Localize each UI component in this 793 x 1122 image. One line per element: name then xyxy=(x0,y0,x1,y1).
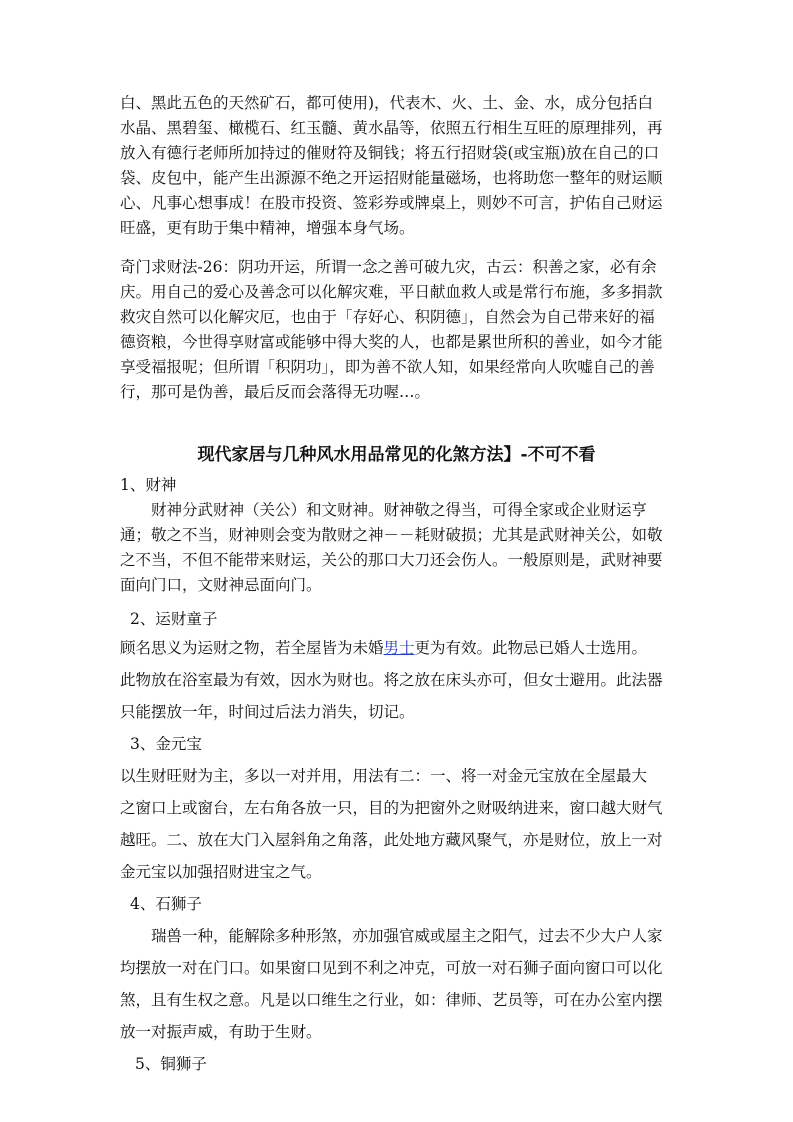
text-line: 通；敬之不当，财神则会变为散财之神－－耗财破损；尤其是武财神关公，如敬 xyxy=(120,526,663,544)
text-line: 袋、皮包中，能产生出源源不绝之开运招财能量磁场，也将助您一整年的财运顺 xyxy=(120,169,663,187)
text-line: 救灾自然可以化解灾厄，也由于「存好心、积阴德」，自然会为自己带来好的福 xyxy=(120,308,655,326)
text-line: 此物放在浴室最为有效，因水为财也。将之放在床头亦可，但女士避用。此法器 xyxy=(120,671,663,689)
section-heading: 2、运财童子 xyxy=(130,610,218,628)
text-line: 之不当，不但不能带来财运，关公的那口大刀还会伤人。一般原则是，武财神要 xyxy=(120,551,663,569)
text-line: 放一对振声威，有助于生财。 xyxy=(120,1023,322,1041)
text-line: 煞，且有生权之意。凡是以口维生之行业，如：律师、艺员等，可在办公室内摆 xyxy=(120,991,663,1009)
text-line: 旺盛，更有助于集中精神，增强本身气场。 xyxy=(120,219,415,237)
text-line: 面向门口，文财神忌面向门。 xyxy=(120,576,322,594)
section-heading: 5、铜狮子 xyxy=(135,1055,207,1073)
text-line: 水晶、黑碧玺、橄榄石、红玉髓、黄水晶等，依照五行相生互旺的原理排列，再 xyxy=(120,119,663,137)
text-line: 德资粮，今世得享财富或能够中得大奖的人，也都是累世所积的善业，如今才能 xyxy=(120,333,663,351)
text-segment: 顾名思义为运财之物，若全屋皆为未婚 xyxy=(120,639,384,657)
text-line: 行，那可是伪善，最后反而会落得无功喔…。 xyxy=(120,383,431,401)
text-line: 享受福报呢；但所谓「积阴功」，即为善不欲人知，如果经常向人吹嘘自己的善 xyxy=(120,358,655,376)
text-line: 放入有德行老师所加持过的催财符及铜钱；将五行招财袋(或宝瓶)放在自己的口 xyxy=(120,144,660,162)
text-line: 均摆放一对在门口。如果窗口见到不利之冲克，可放一对石狮子面向窗口可以化 xyxy=(120,959,663,977)
text-line: 以生财旺财为主，多以一对并用，用法有二：一、将一对金元宝放在全屋最大 xyxy=(120,767,648,785)
section-title: 现代家居与几种风水用品常见的化煞方法】-不可不看 xyxy=(197,445,596,465)
man-link[interactable]: 男士 xyxy=(383,639,415,657)
text-segment: 更为有效。此物忌已婚人士选用。 xyxy=(414,639,648,657)
text-line: 庆。用自己的爱心及善念可以化解灾难，平日献血救人或是常行布施，多多捐款 xyxy=(120,283,663,301)
text-line: 只能摆放一年，时间过后法力消失，切记。 xyxy=(120,703,415,721)
text-line: 瑞兽一种，能解除多种形煞，亦加强官威或屋主之阳气，过去不少大户人家 xyxy=(120,927,663,945)
text-line: 奇门求财法-26：阴功开运，所谓一念之善可破九灾，古云：积善之家，必有余 xyxy=(120,258,657,276)
section-heading: 4、石狮子 xyxy=(130,895,202,913)
text-line xyxy=(120,641,647,657)
text-line: 越旺。二、放在大门入屋斜角之角落，此处地方藏风聚气，亦是财位，放上一对 xyxy=(120,831,663,849)
text-line: 心、凡事心想事成！在股市投资、签彩券或牌桌上，则妙不可言，护佑自己财运 xyxy=(120,194,663,212)
text-line: 白、黑此五色的天然矿石，都可使用)，代表木、火、土、金、水，成分包括白 xyxy=(120,94,654,112)
text-line: 金元宝以加强招财进宝之气。 xyxy=(120,863,322,881)
text-line: 财神分武财神（关公）和文财神。财神敬之得当，可得全家或企业财运亨 xyxy=(120,501,648,519)
section-heading: 1、财神 xyxy=(120,476,177,494)
text-line: 之窗口上或窗台，左右角各放一只，目的为把窗外之财吸纳进来，窗口越大财气 xyxy=(120,799,663,817)
section-heading: 3、金元宝 xyxy=(130,735,202,753)
